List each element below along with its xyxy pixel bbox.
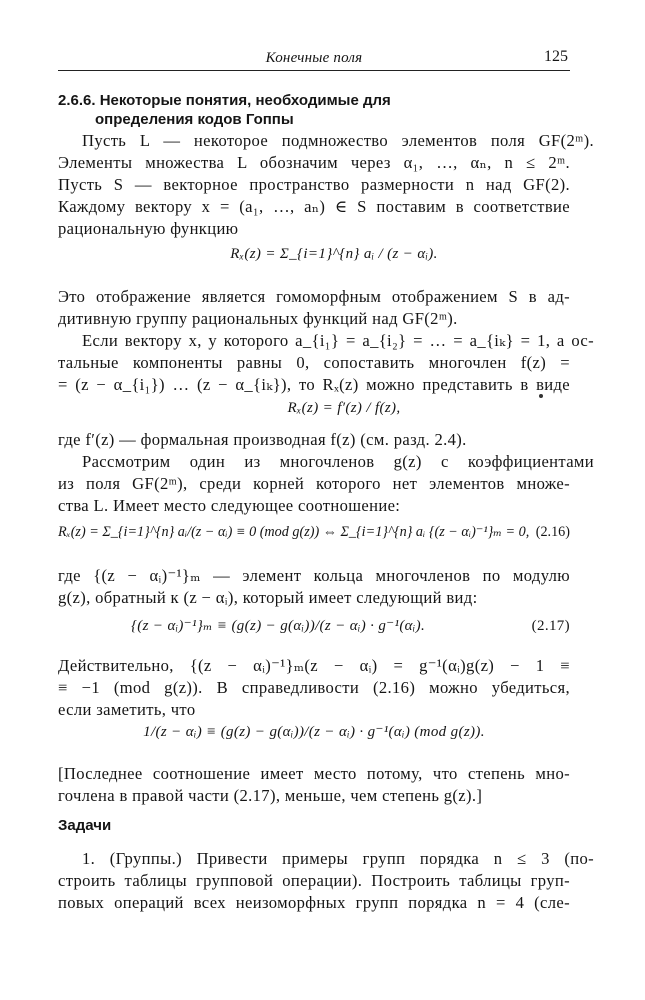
text-line: Элементы множества L обозначим через α₁, …, αₙ, n ≤ 2ᵐ. <box>58 153 570 172</box>
text-line: [Последнее соотношение имеет место потому, что степень мно- <box>58 764 570 783</box>
text-line: Пусть S — векторное пространство размерности n над GF(2). <box>58 175 570 194</box>
text-line: Рассмотрим один из многочленов g(z) с коэффициентами <box>82 452 594 471</box>
text-line: из поля GF(2ᵐ), среди корней которого нет элементов множе- <box>58 474 570 493</box>
section-heading-line-2: определения кодов Гоппы <box>95 111 294 128</box>
text-line: Это отображение является гомоморфным отображением S в ад- <box>58 287 570 306</box>
text-line: гочлена в правой части (2.17), меньше, чем степень g(z).] <box>58 786 483 805</box>
equation-rx-fraction: Rₓ(z) = f′(z) / f(z), <box>287 400 401 416</box>
running-title: Конечные поля <box>265 50 363 66</box>
text-line: g(z), обратный к (z − αᵢ), который имеет следующий вид: <box>58 588 478 607</box>
print-mark <box>539 394 543 398</box>
text-line: Действительно, {(z − αᵢ)⁻¹}ₘ(z − αᵢ) = g⁻¹(αᵢ)g(z) − 1 ≡ <box>58 656 570 675</box>
text-line: Каждому вектору x = (a₁, …, aₙ) ∈ S поставим в соответствие <box>58 197 570 216</box>
text-line: Если вектору x, у которого a_{i₁} = a_{i₂} = … = a_{iₖ} = 1, а ос- <box>82 331 594 350</box>
page-number: 125 <box>544 48 568 65</box>
text-line: где f′(z) — формальная производная f(z) (см. разд. 2.4). <box>58 430 467 449</box>
equation-2-16 <box>58 522 570 562</box>
text-line: тальные компоненты равны 0, сопоставить многочлен f(z) = <box>58 353 570 372</box>
text-line: Пусть L — некоторое подмножество элементов поля GF(2ᵐ). <box>82 131 594 150</box>
equation-number-2-16: (2.16) <box>535 524 570 540</box>
text-line: дитивную группу рациональных функций над GF(2ᵐ). <box>58 309 458 328</box>
text-line: если заметить, что <box>58 700 196 719</box>
text-line: 1. (Группы.) Привести примеры групп порядка n ≤ 3 (по- <box>82 849 594 868</box>
text-line: рациональную функцию <box>58 219 239 238</box>
text-line: повых операций всех неизоморфных групп порядка n = 4 (сле- <box>58 893 570 912</box>
section-heading-line-1: 2.6.6. Некоторые понятия, необходимые для <box>58 92 391 109</box>
equation-2-17-body: {(z − αᵢ)⁻¹}ₘ ≡ (g(z) − g(αᵢ))/(z − αᵢ) · g⁻¹(αᵢ). <box>130 618 426 634</box>
text-line: строить таблицы групповой операции). Построить таблицы груп- <box>58 871 570 890</box>
text-line: где {(z − αᵢ)⁻¹}ₘ — элемент кольца многочленов по модулю <box>58 566 570 585</box>
section-heading <box>58 91 578 129</box>
running-header <box>58 44 570 71</box>
text-line: ства L. Имеет место следующее соотношение: <box>58 496 401 515</box>
equation-2-16-body: Rₓ(z) = Σ_{i=1}^{n} aᵢ/(z − αᵢ) ≡ 0 (mod g(z)) ⇔ Σ_{i=1}^{n} aᵢ {(z − αᵢ)⁻¹}ₘ = 0, <box>58 524 530 540</box>
equation-number-2-17: (2.17) <box>531 618 570 634</box>
equation-final: 1/(z − αᵢ) ≡ (g(z) − g(αᵢ))/(z − αᵢ) · g⁻¹(αᵢ) (mod g(z)). <box>143 724 485 740</box>
equation-2-17 <box>58 616 570 650</box>
text-line: = (z − α_{i₁}) … (z − α_{iₖ}), то Rₓ(z) можно представить в виде <box>58 375 571 394</box>
tasks-heading: Задачи <box>58 817 112 834</box>
text-line: ≡ −1 (mod g(z)). В справедливости (2.16) можно убедиться, <box>58 678 570 697</box>
equation-rx-sum: Rₓ(z) = Σ_{i=1}^{n} aᵢ / (z − αᵢ). <box>230 246 438 262</box>
